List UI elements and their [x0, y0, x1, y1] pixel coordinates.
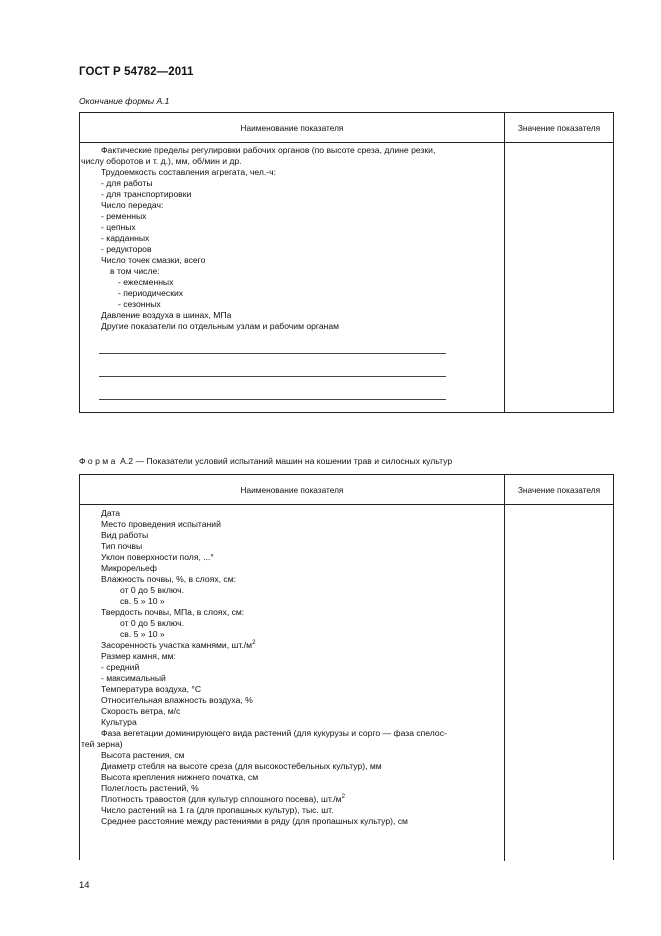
document-title: ГОСТ Р 54782—2011 — [79, 66, 194, 78]
list-item: св. 5 » 10 » — [120, 596, 165, 606]
indicator-names-cell — [80, 505, 505, 861]
list-item: Давление воздуха в шинах, МПа — [101, 310, 232, 320]
list-item: Число растений на 1 га (для пропашных культур), тыс. шт. — [101, 805, 334, 815]
list-item: тей зерна) — [81, 739, 123, 749]
table-header — [80, 475, 613, 505]
list-item: - ежесменных — [118, 277, 174, 287]
list-item: Дата — [101, 508, 121, 518]
list-item: в том числе: — [110, 266, 160, 276]
superscript: 2 — [341, 794, 345, 800]
value-cell[interactable] — [505, 143, 613, 412]
list-item: Высота крепления нижнего початка, см — [101, 772, 259, 782]
list-item: Полеглость растений, % — [101, 783, 199, 793]
form-label: Форма — [79, 456, 118, 466]
list-item: - для транспортировки — [101, 189, 192, 199]
form-a2-table — [79, 474, 614, 860]
list-item: Число передач: — [101, 200, 164, 210]
list-item: - средний — [101, 662, 140, 672]
page-number: 14 — [79, 880, 90, 891]
list-item: Фактические пределы регулировки рабочих органов (по высоте среза, длине резки, — [101, 145, 436, 155]
list-item: Температура воздуха, °С — [101, 684, 202, 694]
list-item: Высота растения, см — [101, 750, 185, 760]
list-item: - периодических — [118, 288, 184, 298]
list-item: Тип почвы — [101, 541, 143, 551]
form-caption-text: А.2 — Показатели условий испытаний машин на кошении трав и силосных культур — [117, 456, 453, 466]
list-item: св. 5 » 10 » — [120, 629, 165, 639]
list-item: - сезонных — [118, 299, 161, 309]
list-item: - для работы — [101, 178, 153, 188]
list-item: Микрорельеф — [101, 563, 157, 573]
form-a1-table — [79, 112, 614, 413]
form-a1-caption: Окончание формы А.1 — [79, 96, 170, 106]
list-item — [101, 794, 345, 805]
list-item: числу оборотов и т. д.), мм, об/мин и др. — [81, 156, 242, 166]
list-item-text: Засоренность участка камнями, шт./м — [101, 640, 253, 650]
list-item: Влажность почвы, %, в слоях, см: — [101, 574, 237, 584]
list-item: - максимальный — [101, 673, 166, 683]
list-item — [101, 640, 255, 651]
list-item: Уклон поверхности поля, ...° — [101, 552, 214, 562]
list-item: Относительная влажность воздуха, % — [101, 695, 253, 705]
list-item: Вид работы — [101, 530, 149, 540]
list-item: Культура — [101, 717, 137, 727]
list-item-text: Плотность травостоя (для культур сплошного посева), шт./м — [101, 794, 342, 804]
list-item: Размер камня, мм: — [101, 651, 176, 661]
list-item: - редукторов — [101, 244, 152, 254]
column-header-value: Значение показателя — [517, 122, 601, 133]
blank-fill-line — [99, 353, 446, 354]
list-item: Диаметр стебля на высоте среза (для высокостебельных культур), мм — [101, 761, 382, 771]
superscript: 2 — [252, 640, 256, 646]
list-item: - карданных — [101, 233, 150, 243]
list-item: Фаза вегетации доминирующего вида растений (для кукурузы и сорго — фаза спелос- — [101, 728, 447, 738]
list-item: Среднее расстояние между растениями в ряду (для пропашных культур), см — [101, 816, 408, 826]
list-item: Скорость ветра, м/с — [101, 706, 181, 716]
list-item: от 0 до 5 включ. — [120, 585, 184, 595]
indicator-names-cell — [80, 143, 505, 412]
list-item: - ременных — [101, 211, 147, 221]
table-header — [80, 113, 613, 143]
list-item: Число точек смазки, всего — [101, 255, 206, 265]
blank-fill-line — [99, 376, 446, 377]
list-item: Другие показатели по отдельным узлам и рабочим органам — [101, 321, 340, 331]
value-cell[interactable] — [505, 505, 613, 861]
column-header-name: Наименование показателя — [80, 113, 505, 142]
list-item: Твердость почвы, МПа, в слоях, см: — [101, 607, 245, 617]
form-a2-caption — [79, 456, 452, 466]
list-item: от 0 до 5 включ. — [120, 618, 184, 628]
list-item: Трудоемкость составления агрегата, чел.-ч: — [101, 167, 277, 177]
list-item: Место проведения испытаний — [101, 519, 221, 529]
list-item: - цепных — [101, 222, 136, 232]
column-header-value: Значение показателя — [517, 484, 601, 495]
column-header-name: Наименование показателя — [80, 475, 505, 504]
blank-fill-line — [99, 399, 446, 400]
